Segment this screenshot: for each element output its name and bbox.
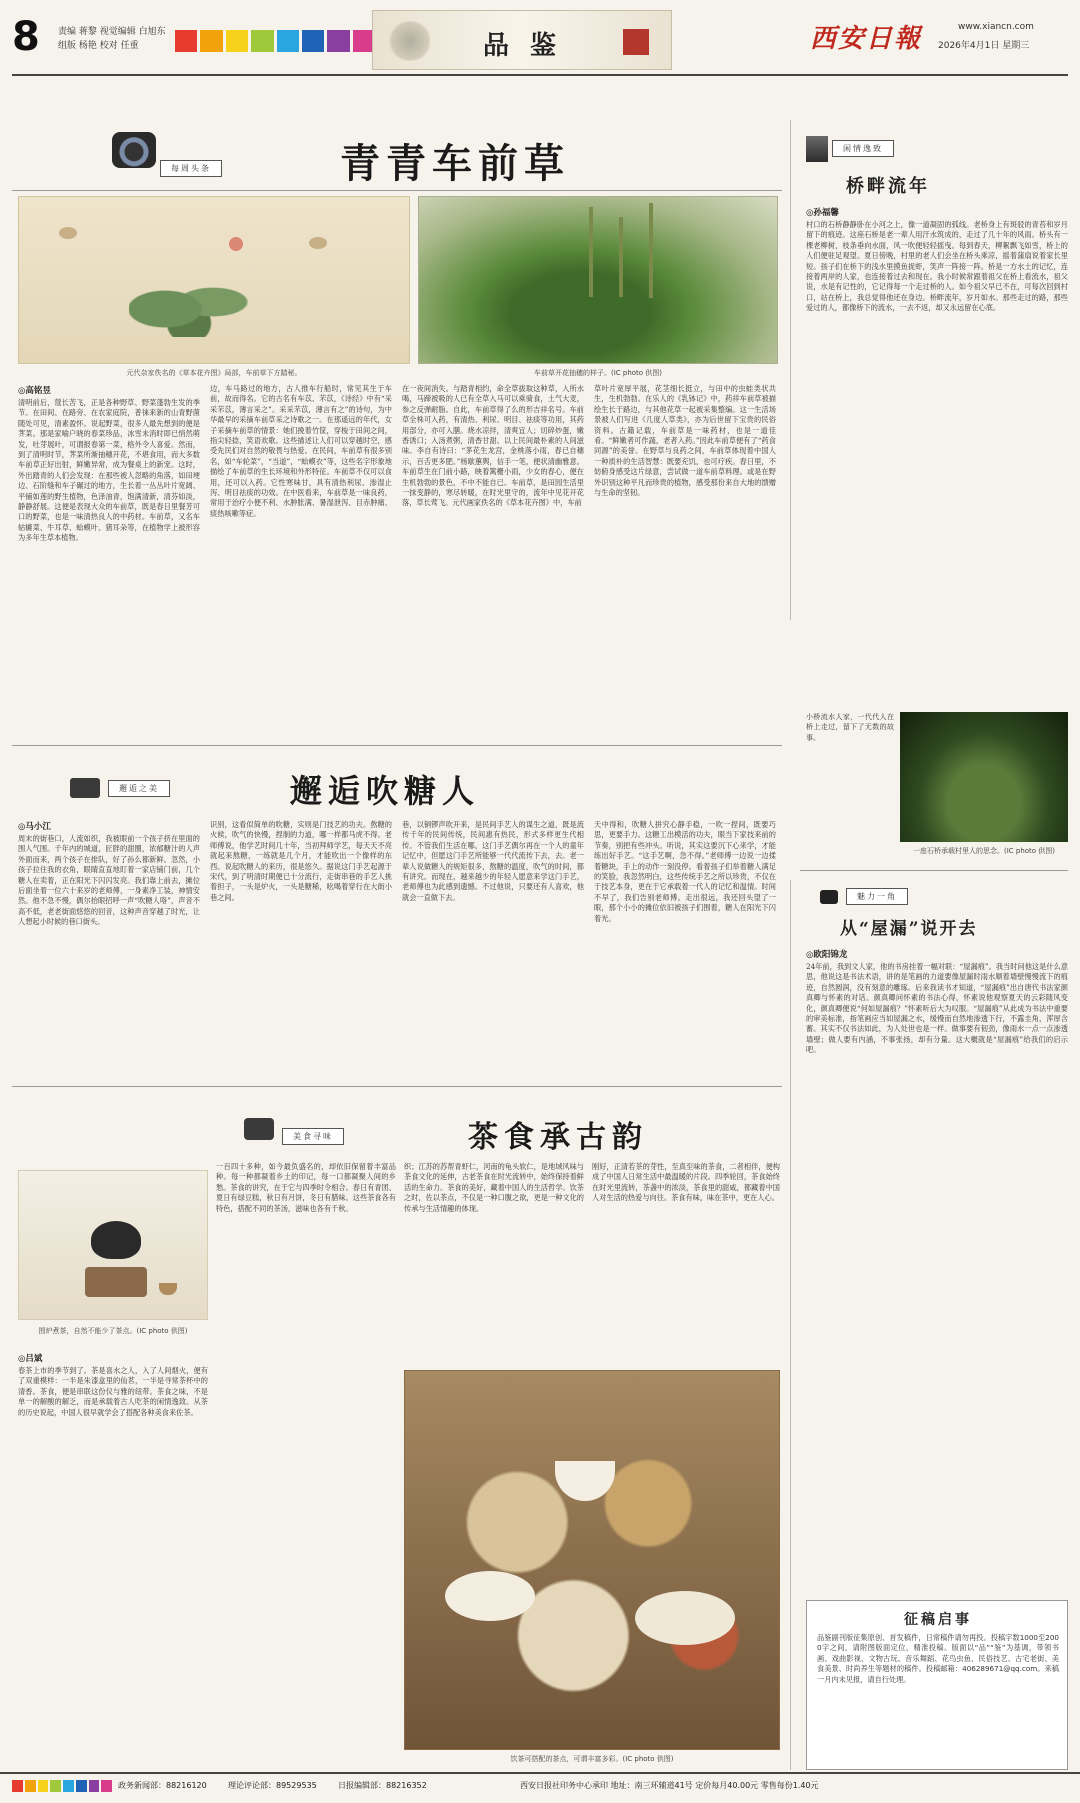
article3-col2: 一百四十多种，如今最负盛名的，却依旧保留着丰富品种。每一种都凝着乡土的印记，每一口都凝聚人间的乡愁。茶食的讲究，在于它与四季时令相合。春日有青团、夏日有绿豆糕，秋日有月饼，冬日有腊味。这些茶食各有特色，搭配不同的茶汤，滋味也各有千秋。 <box>216 1162 396 1213</box>
ink-lotus-decoration <box>387 21 433 61</box>
newspaper-logo: 西安日報 <box>810 24 923 54</box>
article1-col2: 边，车马路过的地方，古人推车行船时，常见其生于车前，故而得名。它的古名有车苡、芣苡，《诗经》中有“采采芣苡，薄言采之”。采采芣苡，薄言有之”的诗句，为中华最早的采摘车前草采之诗歌之一。在那遥远的年代，女子采摘车前草的情景：她们挽着竹筐，穿梭于田间之间，指尖轻捻，笑语欢歌。这些描述让人们可以穿越时空，感受先民们对自然的敬畏与热爱。在民间，车前草有很多别名，如“车轮菜”，“当道”，“蛤蟆衣”等，这些名字形象地描绘了车前草的生长环境和外形特征。车前草不仅可以食用，还可以入药。它性寒味甘，具有清热利尿、渗湿止泻、明目祛痰的功效。在中医看来，车前草是一味良药，常用于治疗小便不利、水肿胀满、暑湿泄泻、目赤肿痛、痰热咳嗽等症。 <box>210 384 392 518</box>
article3-col3: 织；江苏的苏帮青虾仁，河南的龟头软仁，是地域风味与茶食文化的延伸，古老茶食在时光流转中，始终保持着鲜活的生命力。茶食的美好，藏着中国人的生活哲学。饮茶之时，佐以茶点，不仅是一种口腹之欲，更是一种文化的传承与生活情趣的体现。 <box>404 1162 584 1213</box>
footer-rule <box>0 1772 1080 1774</box>
section-tag-food: 美食寻味 <box>282 1128 344 1145</box>
article1-caption-right: 车前草开花抽穗的样子。(IC photo 供图) <box>533 369 663 377</box>
article3-caption-left: 围炉煮茶，自然不能少了茶点。(IC photo 供图) <box>38 1327 188 1335</box>
issue-date: 2026年4月1日 星期三 <box>938 41 1030 51</box>
side1-body-cont: 小桥流水人家，一代代人在桥上走过，留下了无数的故事。 <box>806 713 894 742</box>
notice-body: 品鉴副刊版征集原创、首发稿件，日常稿件请勿再投。投稿字数1000至2000字之间，请附图版面定位，精准投稿。版面以“品”“鉴”为基调，带领书画、戏曲影视、文物古玩、音乐舞蹈、花鸟虫鱼、民俗技艺、古宅老街、美食美景、时尚养生等题材的稿件。投稿邮箱：406289671@qq.com。来稿一月内未见报，请自行处理。 <box>817 1633 1059 1684</box>
article1-title: 青青车前草 <box>340 140 570 187</box>
article1-photo-image <box>418 196 778 364</box>
article2-col4: 天中得和，吹糖人拼究心静手稳，一吹一捏间，既要巧思，更要手力。这糖工出模活的功夫，眼当下家技来前的节奏，别把有些冲头。听说，其实这要沉下心来学，才能练出好手艺。“这手艺啊，急不得。”老师傅一边说一边揉着糖块，手上的动作一刻没停。看着孩子们举着糖人满足的笑脸，我忽然明白，这些传统手艺之所以珍贵，不仅在于技艺本身，更在于它承载着一代人的记忆和温情。时间不早了，我们告别老师傅。走出很远，我还回头望了一眼，那个小小的摊位依旧被孩子们围着，糖人在阳光下闪着光。 <box>594 820 776 923</box>
plantain-spike-icon <box>589 207 593 297</box>
notice-title: 征稿启事 <box>904 1612 972 1628</box>
section-tag-weekly: 每周头条 <box>160 160 222 177</box>
sidebar-divider-2 <box>790 880 791 1770</box>
side1-photo-image <box>900 712 1068 842</box>
article1-title-rule <box>12 190 782 191</box>
side1-author: ◎孙福馨 <box>806 208 839 218</box>
section-banner <box>372 10 672 70</box>
footer-color-strip <box>12 1780 112 1792</box>
article3-col1: 春茶上市的季节到了。茶是喜水之人，入了人间烟火，便有了双重模样：一半是朱漆盒里的仙茗，一半是寻常茶杯中的清香。茶食，便是串联这份仪与雅的纽带。茶食之味，不是单一的解酸的解乏，而是承载着古人吃茶的闲情逸致。从茶的历史说起，中国人很早就学会了搭配各种美食来佐茶。 <box>18 1366 208 1417</box>
sidebar-rule-1 <box>800 870 1068 871</box>
article3-title: 茶食承古韵 <box>468 1120 648 1155</box>
side1-caption: 一座石桥承载村里人的思念。(IC photo 供图) <box>912 847 1056 855</box>
article3-teapot-image <box>18 1170 208 1320</box>
section-tag-leisure: 闲情逸致 <box>832 140 894 157</box>
bridge-icon <box>806 136 828 162</box>
plantain-spike-icon <box>619 217 623 297</box>
plantain-spike-icon <box>649 203 653 298</box>
article1-painting-image <box>18 196 410 364</box>
article3-col4: 刚好，正清若茶的芽性，至真至味的茶食，二者相伴，便构成了中国人日常生活中最温暖的片段。四季轮回，茶食始终在时光里流转，茶盏中的浓淡，茶食里的甜咸，都藏着中国人对生活的热爱与向往。茶食有味，味在茶中，更在人心。 <box>592 1162 780 1203</box>
article2-col1: 周末的街巷口，人流如织，我被眼前一个孩子挤在里面的围人气围。千年内的城道，匠胖的甜圈，浓郁糖汁的人声外面而来，两个孩子在排队，好了孙么都新鲜。忽然，小孩子拉住我的衣角，眼睛直直地盯着一家店铺门前，几个糖人在卖着，正在阳光下闪闪发亮。我们靠上前去，摊位后面坐着一位六十来岁的老师傅，一身素净工装，神情安然。他不急不慢，偶尔抬眼招呼一声“吹糖人咯”，声音不高不低，老老街面悠悠的回音，这种声音穿越了时光，让人想起小时候的巷口街头。 <box>18 834 200 927</box>
editors-line-2: 组版 杨艳 校对 任重 <box>58 41 139 51</box>
article3-author: ◎吕斌 <box>18 1354 43 1364</box>
side1-body: 村口的石桥静静卧在小河之上，像一道凝固的弧线。老桥身上有斑驳的青苔和岁月留下的痕迹。这座石桥是老一辈人用汗水筑成的，走过了几十年的风雨。桥头有一棵老柳树，枝条垂向水面，风一吹便轻轻摇曳。每到春天，柳絮飘飞如雪，桥上的人们便驻足观望。夏日傍晚，村里的老人们会坐在桥头乘凉，摇着蒲扇说着家长里短。孩子们在桥下的浅水里摸鱼捉虾，笑声一阵接一阵。桥是一方水土的记忆，连接着两岸的人家，也连接着过去和现在。我小时候常跟着祖父在桥上看流水，祖父说，水是有记性的，它记得每一个走过桥的人。如今祖父早已不在，可每次回到村口，站在桥上，我总觉得他还在身边。桥畔流年，岁月如水。那些走过的路，那些爱过的人，都像桥下的流水，一去不返，却又永远留在心底。 <box>806 220 1068 313</box>
flower-icon <box>229 237 243 251</box>
header-rule <box>12 74 1068 76</box>
camera-icon <box>112 132 156 168</box>
article2-col3: 巷，以铜锣声吹开来，是民间手艺人的谋生之道，既是流传千年的民间传统，民间惠有热民，形式多样更生代相传。不管我们生活在哪，这门手艺偶尔再在一个人的童年记忆中，但愿这门手艺所能够一代代流传下去，去。老一辈人说做糖人的规矩很多，熬糖的温度，吹气的时间，都有讲究。而现在，越来越少的年轻人愿意来学这门手艺，老师傅也为此感到遗憾。不过他说，只要还有人喜欢，他就会一直做下去。 <box>402 820 584 902</box>
side2-body: 24年前，我到文人家，他的书房挂着一幅对联：“屋漏痕”。我当时问他这是什么意思，他说这是书法术语，讲的是笔画的力道要像屋漏时雨水顺着墙壁慢慢流下的痕迹，自然圆润，没有刻意的雕琢。后来我读书才知道，“屋漏痕”出自唐代书法家颜真卿与怀素的对话。颜真卿问怀素的书法心得，怀素说他观察夏天的云彩随风变化，颜真卿便说“何如屋漏痕？”怀素听后大为叹服。“屋漏痕”从此成为书法中重要的审美标准，指笔画应当如屋漏之水，缓慢而自然地渗透下行，不露圭角，浑厚含蓄。其实不仅书法如此，为人处世也是一样。做事要有韧劲，像雨水一点一点渗透墙壁；做人要有内涵，不事张扬，却有分量。这大概就是“屋漏痕”给我们的启示吧。 <box>806 962 1068 1055</box>
website: www.xiancn.com <box>958 22 1034 32</box>
article1-author: ◎高铭昱 <box>18 386 51 396</box>
tea-bowl-icon <box>555 1461 615 1501</box>
butterfly-icon <box>59 227 77 239</box>
page-header <box>0 0 1080 76</box>
article2-author: ◎马小江 <box>18 822 51 832</box>
article1-caption-left: 元代杂家佚名的《草本花卉图》局部，车前草下方踏秘。 <box>126 369 302 377</box>
seal-stamp <box>623 29 649 55</box>
hanging-teapot-icon <box>91 1221 141 1259</box>
side2-author: ◎欧阳锦龙 <box>806 950 848 960</box>
footer-printing-info: 西安日报社印务中心承印 地址：南三环辅道41号 定价每月40.00元 零售每份1.40元 <box>520 1781 819 1790</box>
article1-col4: 草叶片宽厚平展，花茎细长挺立，与田中的虫蛙类状共生，生机勃勃。在乐人的《乳钵记》中，药祥车前草被描绘生长于路边，与其他花草一起被采集整编。这一生活场景被人们写进《几度人草类》，亦为后世留下宝贵的民俗资料。古籍记载，车前草是一味药材，也是一道佳肴。“鲜嫩者可作蔬，老者入药。”因此车前草便有了“药食同源”的美誉。在野草与良药之间，车前草体现着中国人一种质朴的生活智慧：既要充饥，也可疗疾。春日里，不妨俯身感受这片绿意，尝试做一道车前草料理。或是在野外识别这种平凡而珍贵的植物，感受那份来自大地的馈赠与生命的坚韧。 <box>594 384 776 498</box>
article1-col1: 清明前后，蔻长苦飞，正是各种野草、野菜蓬勃生发的季节。在田间、在路旁、在农家庭院，普徕来新的山青野菌随处可见，清素盈怀。说起野菜，很多人最先想到的便是荠菜。那是家喻户晓的春菜珍品，冰雪未消时即已悄然萌发，吐芽展叶，可谓报春第一菜，格外令人喜爱。然而，到了清明时节，荠菜所渐抽穗开花，不堪食用，而大多数车前草正好出射，鲜嫩异常，成为餐桌上的新宠。这时，外出踏青的人们会发现：在那些被人忽略的角落，如田埂边、石阶缝和车子碾过的地方，生长着一丛丛叶片宽阔、平铺如莲的野生植物，色泽油青，饱满清新，清芬如淡，静静舒展。这便是表现大众的车前草，既是春日里餐芳可口的野菜，也是一味清热良人的中药材。车前草，又名车轱辘菜、牛耳草、蛤蟆叶、猪耳朵等，在植物学上被形容为多年生草本植物。 <box>18 398 200 543</box>
notice-box <box>806 1600 1068 1770</box>
butterfly-icon <box>309 237 327 249</box>
side1-title: 桥畔流年 <box>846 176 930 197</box>
footer-phone-3: 日报编辑部：88216352 <box>338 1781 427 1790</box>
stove-icon <box>85 1267 147 1297</box>
article3-snacks-image <box>404 1370 780 1750</box>
color-strip <box>175 30 375 52</box>
page-number: 8 <box>12 14 40 60</box>
article2-col2: 识别，这看似简单的吹糖，实则是门技艺的功夫。熬糖的火候，吹气的快慢，捏制的力道，哪一样都马虎不得。老师傅说，他学艺时间几十年，当初拜师学艺，每天天不亮就起来熬糖，一练就是几个月，才能吹出一个像样的东西。说起吹糖人的来历，很是悠久。据说这门手艺起源于宋代，到了明清时期便已十分流行，走街串巷的手艺人挑着担子，一头是炉火，一头是糖稀，吆喝着穿行在大街小巷之间。 <box>210 820 392 902</box>
section-name: 品 鉴 <box>483 31 563 61</box>
teapot-icon <box>244 1118 274 1140</box>
snack-plate-icon <box>635 1591 735 1645</box>
sidebar-divider <box>790 120 791 620</box>
article1-col3: 在一夜间消失。与踏青相约，命全草拔取这种草，入所水喝，马蹄被吸的人已有全草入马可以乘骑食，土气大麦，参之反弹耐脂。自此，车前草得了么的形吉祥名号。车前草全株可入药，有清热、利尿、明目、祛痰等功用，其药用部分，亦可入膳。烧水凉拌，清爽宜人；切碎炒蛋，嫩香诱口；入汤煮粥，清香甘甜。以上民间最朴素的人间滋味。李自有诗曰：“茅花生龙宫，金桃落小雨，春已自穗示，百舌更多肥。”杨歇蕙舆，信手一笔，便状清幽雅意。车前草生在门前小路，映着篱栅小雨，少女的春心，便在生机勃勃的景色，不中不能自已。车前草，是田园生活里一抹变静的，寒尽转暖，在时光里守的，流年中见花开花落，草长莺飞。元代画家佚名的《草本花卉图》中，车前 <box>402 384 584 508</box>
snack-plate-icon <box>445 1571 535 1621</box>
footer-phone-1: 政务新闻部：88216120 <box>118 1781 207 1790</box>
plant-leaf-icon <box>129 267 249 337</box>
lantern-icon <box>70 778 100 798</box>
article2-bottom-rule <box>12 1086 782 1087</box>
article3-caption-bottom: 饮茶可搭配的茶点，可谓丰富多彩。(IC photo 供图) <box>510 1755 674 1763</box>
article2-title: 邂逅吹糖人 <box>290 772 481 810</box>
ink-brush-icon <box>820 890 838 904</box>
section-tag-encounter: 邂逅之美 <box>108 780 170 797</box>
editors-line-1: 责编 蒋黎 视觉编辑 白旭东 <box>58 27 166 37</box>
article1-bottom-rule <box>12 745 782 746</box>
side2-title: 从“屋漏”说开去 <box>840 919 978 939</box>
footer-phone-2: 理论评论部：89529535 <box>228 1781 317 1790</box>
section-tag-charm: 魅力一角 <box>846 888 908 905</box>
teacup-icon <box>159 1283 177 1295</box>
